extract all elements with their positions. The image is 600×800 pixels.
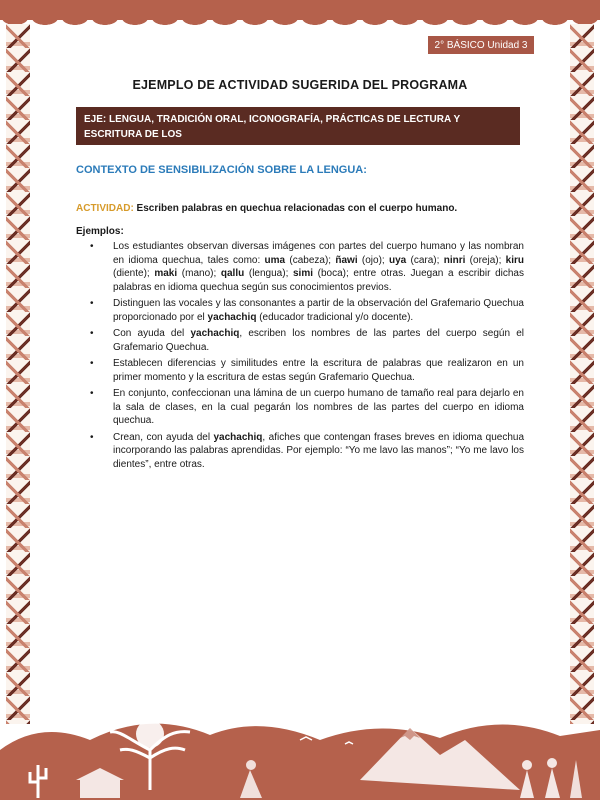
list-item (76, 327, 524, 354)
text: (educador tradicional y/o docente). (256, 311, 414, 323)
text: , afiches que contengan frases breves en idioma quechua incorporando las palabras aprendidas. Por ejemplo: “Yo me lavo las manos”; “Yo me lavo los dientes”, entre otras. (113, 431, 525, 470)
text: (cara); (406, 254, 444, 266)
quechua-word: simi (293, 268, 314, 279)
grade-unit-badge: 2° BÁSICO Unidad 3 (428, 36, 534, 54)
quechua-word: yachachiq (207, 311, 257, 323)
text: (oreja); (465, 254, 506, 266)
bullet-icon: • (90, 328, 94, 339)
quechua-word: ninri (443, 254, 466, 266)
text: (ojo); (357, 254, 389, 266)
examples-list (76, 240, 524, 474)
text: (cabeza); (285, 254, 336, 266)
quechua-word: qallu (220, 268, 245, 279)
bullet-icon: • (90, 388, 94, 399)
text: (mano); (177, 268, 221, 279)
quechua-word: yachachiq (213, 431, 263, 443)
quechua-word: yachachiq (190, 328, 240, 339)
text: Establecen diferencias y similitudes entre la escritura de palabras que realizaron en un primer momento y la escritura de estas según Grafemario Quechua. (113, 358, 524, 383)
list-item (76, 387, 524, 428)
list-item (76, 297, 524, 324)
bullet-icon: • (90, 241, 94, 252)
bullet-icon: • (90, 431, 94, 443)
left-decorative-border (6, 24, 30, 724)
text: Con ayuda del (113, 328, 191, 339)
bullet-icon: • (90, 358, 94, 369)
activity-label: ACTIVIDAD: (76, 203, 134, 214)
eje-line-2: PUEBLOS ORIGINARIOS. (84, 144, 206, 155)
quechua-word: maki (154, 268, 178, 279)
activity-line (76, 203, 457, 214)
text: (lengua); (244, 268, 293, 279)
list-item (76, 357, 524, 384)
text: (diente); (113, 268, 155, 279)
list-item (76, 240, 524, 294)
footer-landscape-illustration (0, 710, 600, 800)
text: Distinguen las vocales y las consonantes a partir de la observación del Grafemario Quechua proporcionado por el (113, 298, 524, 323)
bullet-icon: • (90, 298, 94, 309)
top-decorative-band (0, 0, 600, 20)
text: En conjunto, confeccionan una lámina de un cuerpo humano de tamaño real para dejarlo en la sala de clases, en la cual pegarán los nombres de las partes del cuerpo en idioma quechua. (113, 388, 524, 426)
context-heading: CONTEXTO DE SENSIBILIZACIÓN SOBRE LA LENGUA: (76, 164, 367, 176)
quechua-word: ñawi (335, 254, 358, 266)
text: (boca); entre otras. Juegan a escribir dichas palabras en idioma quechua según sus conocimientos previos. (113, 268, 524, 293)
text: Crean, con ayuda del (113, 431, 214, 443)
examples-label: Ejemplos: (76, 226, 124, 237)
eje-box (76, 107, 520, 155)
text: , escriben los nombres de las partes del cuerpo según el Grafemario Quechua. (113, 328, 524, 353)
right-decorative-border (570, 24, 594, 724)
activity-text: Escriben palabras en quechua relacionadas con el cuerpo humano. (133, 203, 458, 214)
quechua-word: uma (264, 254, 286, 266)
quechua-word: uya (389, 254, 407, 266)
text: Los estudiantes observan diversas imágenes con partes del cuerpo humano y las nombran en idioma quechua, tales como: (113, 241, 524, 266)
page-title: EJEMPLO DE ACTIVIDAD SUGERIDA DEL PROGRAMA (132, 78, 468, 92)
eje-line-1: EJE: LENGUA, TRADICIÓN ORAL, ICONOGRAFÍA, PRÁCTICAS DE LECTURA Y ESCRITURA DE LOS (84, 114, 460, 140)
list-item (76, 431, 524, 472)
quechua-word: kiru (505, 254, 524, 266)
